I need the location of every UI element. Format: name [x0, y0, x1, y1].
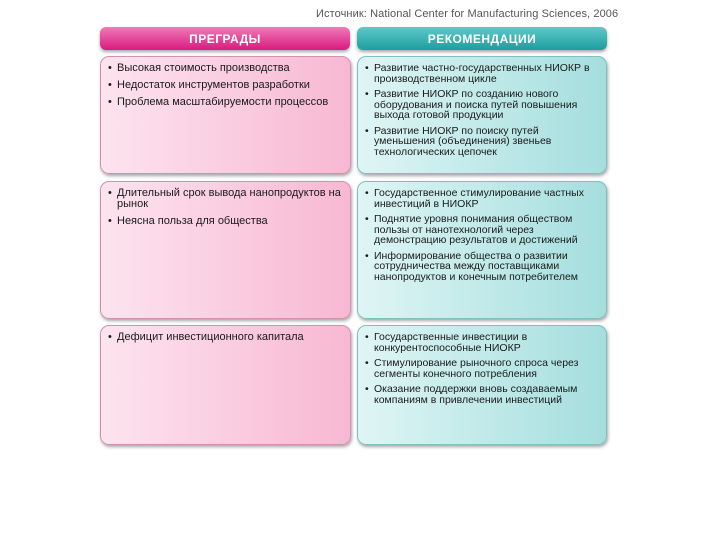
recommendation-item: • Оказание поддержки вновь создаваемым компаниям в привлечении инвестиций [365, 383, 578, 406]
recommendations-cell-3 [357, 325, 607, 445]
recommendation-item: • Стимулирование рыночного спроса через сегменты конечного потребления [365, 357, 579, 380]
recommendation-item: • Развитие НИОКР по созданию нового оборудования и поиска путей повышения выхода готовой продукции [365, 88, 578, 121]
barrier-item: • Высокая стоимость производства [108, 62, 290, 74]
bullet-icon: • [108, 96, 112, 108]
recommendation-item: • Поднятие уровня понимания обществом пользы от нанотехнологий через демонстрацию результатов и достижений [365, 213, 578, 246]
bullet-icon: • [365, 124, 369, 137]
barrier-item: • Недостаток инструментов разработки [108, 79, 310, 91]
barriers-cell-1 [100, 56, 351, 174]
barrier-item: • Неясна польза для общества [108, 215, 268, 227]
recommendations-cell-2 [357, 181, 607, 319]
recommendation-item: • Государственные инвестиции в конкурентоспособные НИОКР [365, 331, 528, 354]
bullet-icon: • [108, 187, 112, 199]
barrier-item: • Дефицит инвестиционного капитала [108, 331, 304, 343]
bullet-icon: • [365, 383, 369, 395]
barriers-cell-3 [100, 325, 351, 445]
recommendations-header: РЕКОМЕНДАЦИИ [357, 27, 607, 50]
bullet-icon: • [108, 331, 112, 343]
barrier-item: • Длительный срок вывода нанопродуктов на рынок [108, 187, 341, 210]
bullet-icon: • [365, 249, 369, 262]
recommendation-item: • Государственное стимулирование частных инвестиций в НИОКР [365, 187, 584, 210]
bullet-icon: • [108, 62, 112, 74]
bullet-icon: • [365, 213, 369, 225]
source-citation: Источник: National Center for Manufacturing Sciences, 2006 [316, 8, 619, 20]
bullet-icon: • [108, 215, 112, 227]
barriers-cell-2 [100, 181, 351, 319]
barrier-item: • Проблема масштабируемости процессов [108, 96, 329, 108]
bullet-icon: • [365, 187, 369, 199]
bullet-icon: • [365, 331, 369, 343]
bullet-icon: • [365, 62, 369, 74]
bullet-icon: • [108, 79, 112, 91]
recommendations-cell-1 [357, 56, 607, 174]
recommendation-item: • Развитие НИОКР по поиску путей уменьшения (объединения) звеньев технологических цепочек [365, 124, 552, 158]
bullet-icon: • [365, 357, 369, 369]
recommendation-item: • Информирование общества о развитии сотрудничества между поставщиками нанопродуктов и конечным потребителем [365, 249, 579, 283]
recommendation-item: • Развитие частно-государственных НИОКР в производственном цикле [365, 62, 590, 85]
barriers-header: ПРЕГРАДЫ [100, 27, 350, 50]
bullet-icon: • [365, 88, 369, 100]
